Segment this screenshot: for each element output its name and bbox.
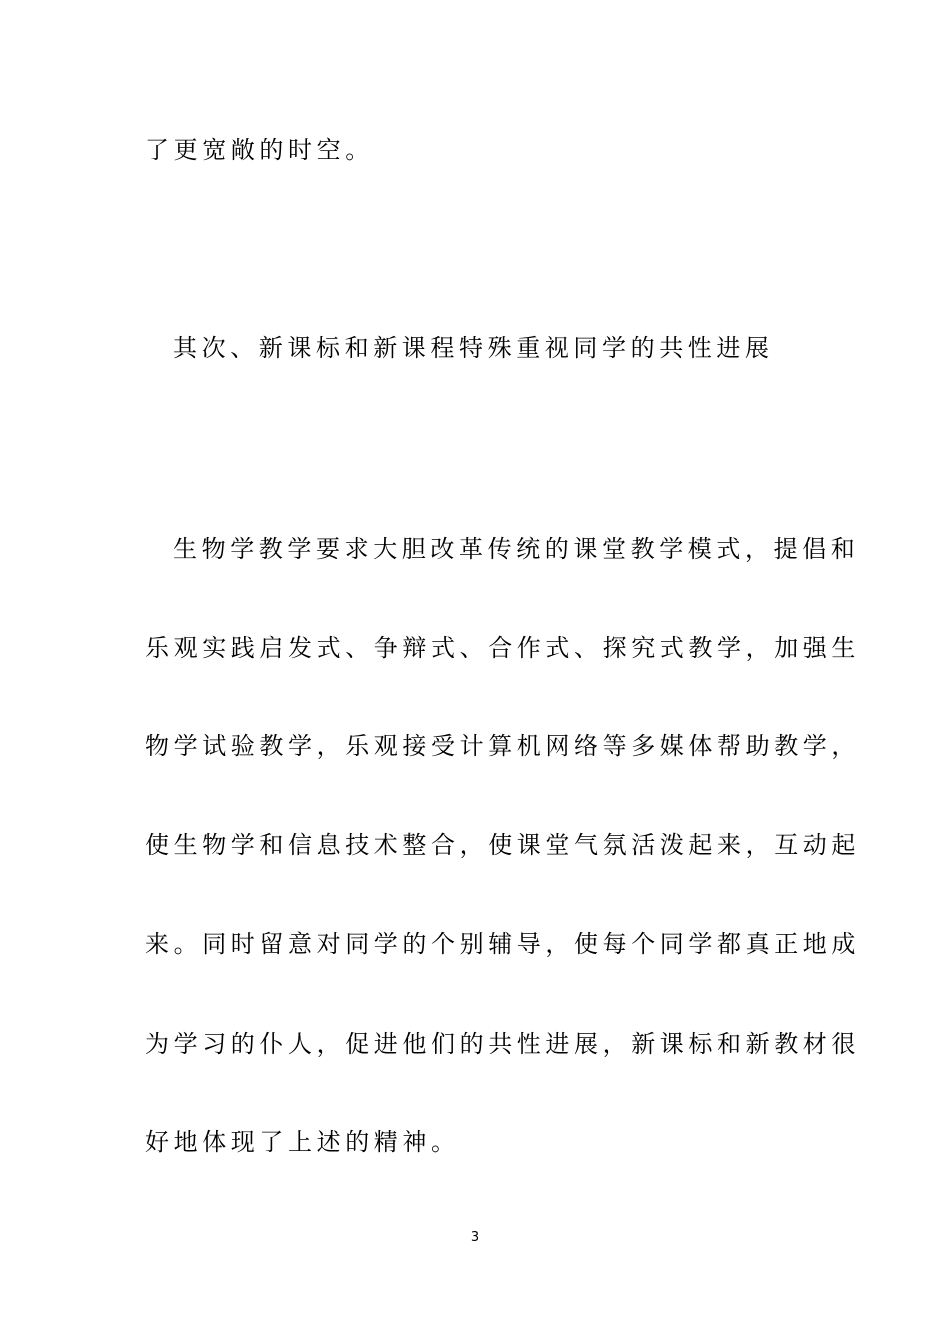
paragraph-1-line-1: 了更宽敞的时空。 — [145, 136, 374, 164]
paragraph-3-line-7: 好地体现了上述的精神。 — [145, 1128, 460, 1156]
paragraph-3-line-6: 为学习的仆人，促进他们的共性进展，新课标和新教材很 — [145, 1030, 860, 1058]
paragraph-3-line-4: 使生物学和信息技术整合，使课堂气氛活泼起来，互动起 — [145, 831, 860, 859]
paragraph-3-line-3: 物学试验教学，乐观接受计算机网络等多媒体帮助教学， — [145, 732, 860, 760]
paragraph-3-line-2: 乐观实践启发式、争辩式、合作式、探究式教学，加强生 — [145, 634, 860, 662]
paragraph-3-line-5: 来。同时留意对同学的个别辅导，使每个同学都真正地成 — [145, 930, 860, 958]
paragraph-3-line-1: 生物学教学要求大胆改革传统的课堂教学模式，提倡和 — [173, 535, 860, 563]
section-heading: 其次、新课标和新课程特殊重视同学的共性进展 — [173, 334, 774, 362]
page-number: 3 — [470, 1230, 480, 1245]
